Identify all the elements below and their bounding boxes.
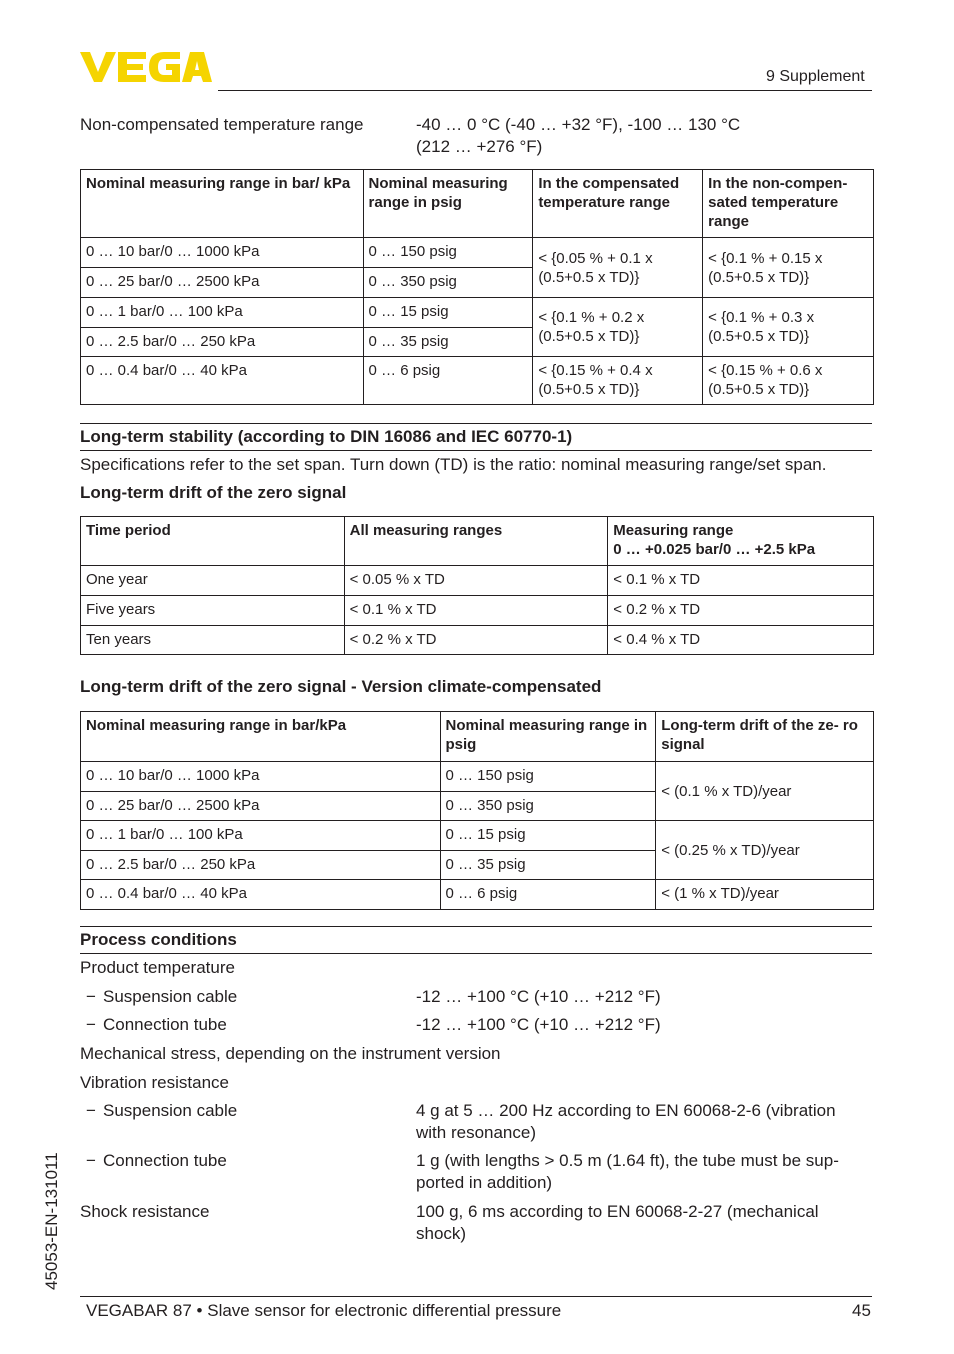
range-bar-cell: 0 … 10 bar/0 … 1000 kPa: [81, 762, 441, 792]
table-row: [81, 357, 874, 405]
table-header: Nominal measuring range in psig: [363, 170, 533, 238]
noncomp-label: Non-compensated temperature range: [80, 115, 364, 134]
range-cell: < 0.2 % x TD: [608, 596, 874, 626]
table-row: [81, 821, 874, 851]
section-rule: [80, 953, 872, 954]
range-bar-cell: 0 … 2.5 bar/0 … 250 kPa: [81, 328, 364, 357]
range-bar-cell: 0 … 2.5 bar/0 … 250 kPa: [81, 851, 441, 880]
period-cell: Ten years: [81, 626, 345, 655]
susp-value: -12 … +100 °C (+10 … +212 °F): [416, 987, 661, 1006]
table-row: [81, 626, 874, 655]
shock-value-2: shock): [416, 1224, 467, 1243]
table-row: [81, 880, 874, 910]
range-bar-cell: 0 … 1 bar/0 … 100 kPa: [81, 298, 364, 328]
dash-icon: −: [86, 1015, 96, 1034]
table-header: Time period: [81, 517, 345, 566]
tube-value: -12 … +100 °C (+10 … +212 °F): [416, 1015, 661, 1034]
footer-title: VEGABAR 87 • Slave sensor for electronic differential pressure: [86, 1301, 562, 1320]
noncomp-cell: < {0.1 % + 0.15 x (0.5+0.5 x TD)}: [703, 238, 874, 298]
table-header: Nominal measuring range in psig: [440, 712, 656, 762]
table-row: [81, 566, 874, 596]
shock-value-1: 100 g, 6 ms according to EN 60068-2-27 (mechanical: [416, 1202, 819, 1221]
table-header: Long-term drift of the ze- ro signal: [656, 712, 874, 762]
range-bar-cell: 0 … 25 bar/0 … 2500 kPa: [81, 268, 364, 298]
section-rule: [80, 423, 872, 424]
range-bar-cell: 0 … 10 bar/0 … 1000 kPa: [81, 238, 364, 268]
table-row: [81, 298, 874, 328]
header-line: Measuring range: [613, 522, 734, 539]
range-psig-cell: 0 … 150 psig: [440, 762, 656, 792]
shock-label: Shock resistance: [80, 1202, 210, 1221]
range-psig-cell: 0 … 6 psig: [440, 880, 656, 910]
table-header: Nominal measuring range in bar/ kPa: [81, 170, 364, 238]
vib-susp-value-2: with resonance): [416, 1123, 537, 1142]
climate-drift-table: [80, 711, 874, 910]
vibration-label: Vibration resistance: [80, 1073, 229, 1092]
table-row: [81, 762, 874, 792]
period-cell: One year: [81, 566, 345, 596]
drift-cell: < (0.1 % x TD)/year: [656, 762, 874, 821]
vib-susp-value-1: 4 g at 5 … 200 Hz according to EN 60068-2-6 (vibration: [416, 1101, 836, 1120]
climate-heading: Long-term drift of the zero signal - Version climate-compensated: [80, 677, 602, 696]
table-header: All measuring ranges: [344, 517, 608, 566]
all-ranges-cell: < 0.1 % x TD: [344, 596, 608, 626]
mech-stress-label: Mechanical stress, depending on the instrument version: [80, 1044, 501, 1063]
range-bar-cell: 0 … 0.4 bar/0 … 40 kPa: [81, 357, 364, 405]
page-number: 45: [852, 1301, 871, 1320]
table-header: [608, 517, 874, 566]
dash-icon: −: [86, 1101, 96, 1120]
drift-cell: < (1 % x TD)/year: [656, 880, 874, 910]
range-psig-cell: 0 … 35 psig: [440, 851, 656, 880]
table-header: Nominal measuring range in bar/kPa: [81, 712, 441, 762]
vib-tube-label: Connection tube: [103, 1151, 227, 1170]
vib-tube-value-2: ported in addition): [416, 1173, 553, 1192]
document-id: 45053-EN-131011: [42, 1152, 61, 1290]
tube-label: Connection tube: [103, 1015, 227, 1034]
vib-susp-label: Suspension cable: [103, 1101, 238, 1120]
process-heading: Process conditions: [80, 930, 237, 949]
range-psig-cell: 0 … 15 psig: [363, 298, 533, 328]
range-psig-cell: 0 … 35 psig: [363, 328, 533, 357]
noncomp-value-2: (212 … +276 °F): [416, 137, 543, 156]
accuracy-table: [80, 169, 874, 405]
period-cell: Five years: [81, 596, 345, 626]
drift-table: [80, 516, 874, 655]
section-rule: [80, 926, 872, 927]
susp-label: Suspension cable: [103, 987, 238, 1006]
dash-icon: −: [86, 987, 96, 1006]
range-psig-cell: 0 … 350 psig: [440, 792, 656, 821]
all-ranges-cell: < 0.2 % x TD: [344, 626, 608, 655]
range-cell: < 0.4 % x TD: [608, 626, 874, 655]
all-ranges-cell: < 0.05 % x TD: [344, 566, 608, 596]
dash-icon: −: [86, 1151, 96, 1170]
range-psig-cell: 0 … 150 psig: [363, 238, 533, 268]
comp-cell: < {0.05 % + 0.1 x (0.5+0.5 x TD)}: [533, 238, 703, 298]
product-temp-label: Product temperature: [80, 958, 235, 977]
noncomp-cell: < {0.15 % + 0.6 x (0.5+0.5 x TD)}: [703, 357, 874, 405]
stability-text: Specifications refer to the set span. Turn down (TD) is the ratio: nominal measuring range/set span.: [80, 455, 827, 474]
header-line: 0 … +0.025 bar/0 … +2.5 kPa: [613, 541, 816, 558]
drift-cell: < (0.25 % x TD)/year: [656, 821, 874, 880]
drift-heading: Long-term drift of the zero signal: [80, 483, 347, 502]
section-header: 9 Supplement: [766, 68, 865, 85]
range-bar-cell: 0 … 0.4 bar/0 … 40 kPa: [81, 880, 441, 910]
table-row: [81, 238, 874, 268]
range-psig-cell: 0 … 6 psig: [363, 357, 533, 405]
comp-cell: < {0.15 % + 0.4 x (0.5+0.5 x TD)}: [533, 357, 703, 405]
table-row: [81, 596, 874, 626]
range-psig-cell: 0 … 350 psig: [363, 268, 533, 298]
range-cell: < 0.1 % x TD: [608, 566, 874, 596]
table-header: In the non-compen- sated temperature range: [703, 170, 874, 238]
vib-tube-value-1: 1 g (with lengths > 0.5 m (1.64 ft), the tube must be sup-: [416, 1151, 839, 1170]
noncomp-value-1: -40 … 0 °C (-40 … +32 °F), -100 … 130 °C: [416, 115, 741, 134]
table-header: In the compensated temperature range: [533, 170, 703, 238]
footer-rule: [80, 1296, 872, 1297]
header-rule: [218, 90, 872, 91]
range-psig-cell: 0 … 15 psig: [440, 821, 656, 851]
noncomp-cell: < {0.1 % + 0.3 x (0.5+0.5 x TD)}: [703, 298, 874, 357]
stability-heading: Long-term stability (according to DIN 16086 and IEC 60770-1): [80, 427, 573, 446]
range-bar-cell: 0 … 25 bar/0 … 2500 kPa: [81, 792, 441, 821]
comp-cell: < {0.1 % + 0.2 x (0.5+0.5 x TD)}: [533, 298, 703, 357]
vega-logo: [80, 50, 212, 84]
section-rule: [80, 450, 872, 451]
range-bar-cell: 0 … 1 bar/0 … 100 kPa: [81, 821, 441, 851]
